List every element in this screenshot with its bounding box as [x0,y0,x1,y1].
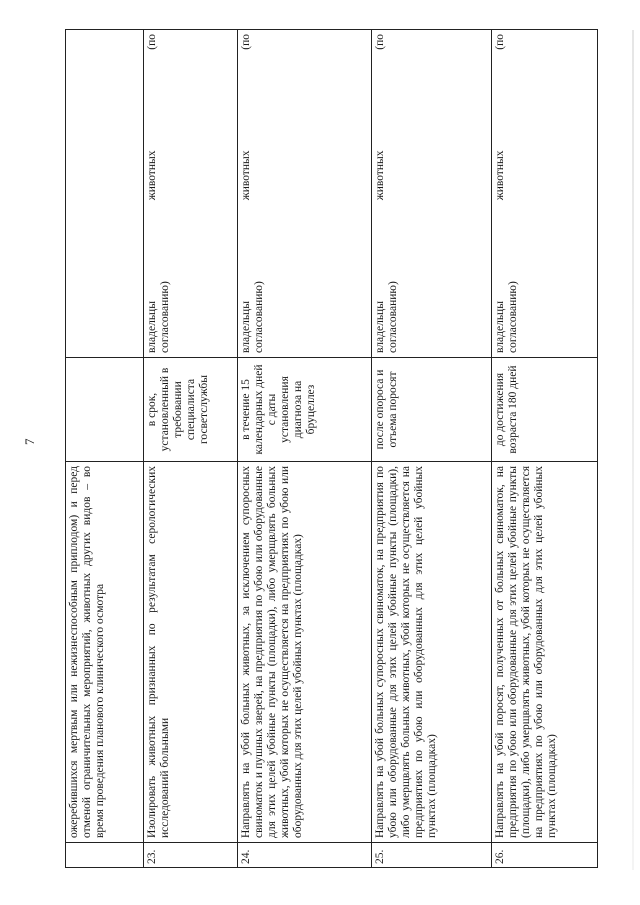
measure-description: Направлять на убой поросят, полученных от больных свиноматок, на предприятия по убою или оборудованные для этих целей убойные пункты (площадки), либо умерщвлять животных, убой которых не осуществляется на предприятиях по убою или оборудованных для этих целей убойных пунктах (площадках) [492,462,598,843]
row-number: 23. [143,843,237,868]
responsible-label: владельцы [494,301,507,353]
responsible-label: владельцы [374,301,387,353]
responsible-tail: согласованию) [252,281,265,353]
responsible-party [237,30,372,358]
responsible-tail: согласованию) [507,281,520,353]
measure-term: в течение 15 календарных дней с даты установления диагноза на бруцеллез [237,358,372,462]
table-row [492,30,598,868]
responsible-word: животных [239,150,252,201]
responsible-label: владельцы [239,301,252,353]
measure-term: в срок, установленный в требовании специалиста госветслужбы [143,358,237,462]
responsible-tail: согласованию) [158,281,171,353]
measure-term: после опороса и отъема поросят [372,358,492,462]
scan-edge [632,30,634,870]
responsible-party [143,30,237,358]
responsible-party [66,30,144,358]
responsible-tail: согласованию) [387,281,400,353]
responsible-line [374,34,387,353]
row-number: 24. [237,843,372,868]
measures-table [65,29,598,868]
measure-description: Направлять на убой больных животных, за исключением супоросных свиноматок и пушных зверей, на предприятия по убою или оборудованные для этих целей убойные пункты (площадки), либо умерщвлять больных животных, убой которых не осуществляется на предприятиях по убою или оборудованных для этих целей убойных пунктах (площадках) [237,462,372,843]
responsible-paren: (по [239,34,252,50]
responsible-paren: (по [374,34,387,50]
responsible-word: животных [374,150,387,201]
page-number: 7 [22,438,37,445]
responsible-word: животных [494,150,507,201]
responsible-word: животных [145,150,158,201]
rotated-table-container [65,30,598,868]
measure-description: ожеребившихся мертвым или нежизнеспособным приплодом) и перед отменой ограничительных мероприятий, животных других видов – во время проведения планового клинического осмотра [66,462,144,843]
measure-term: до достижения возраста 180 дней [492,358,598,462]
responsible-label: владельцы [145,301,158,353]
responsible-line [240,34,253,353]
responsible-line [146,34,159,353]
responsible-paren: (по [145,34,158,50]
table-row [372,30,492,868]
measure-term [66,358,144,462]
measure-description: Направлять на убой больных супоросных свиноматок, на предприятия по убою или оборудованные для этих целей убойные пункты (площадки), либо умерщвлять больных животных, убой которых не осуществляется на предприятиях по убою или оборудованных для этих целей убойных пунктах (площадках) [372,462,492,843]
table-row [237,30,372,868]
table-row [143,30,237,868]
responsible-line [494,34,507,353]
responsible-party [492,30,598,358]
row-number: 26. [492,843,598,868]
row-number [66,843,144,868]
responsible-paren: (по [494,34,507,50]
responsible-party [372,30,492,358]
row-number: 25. [372,843,492,868]
measure-description: Изолировать животных признанных по результатам серологических исследований больными [143,462,237,843]
table-row [66,30,144,868]
